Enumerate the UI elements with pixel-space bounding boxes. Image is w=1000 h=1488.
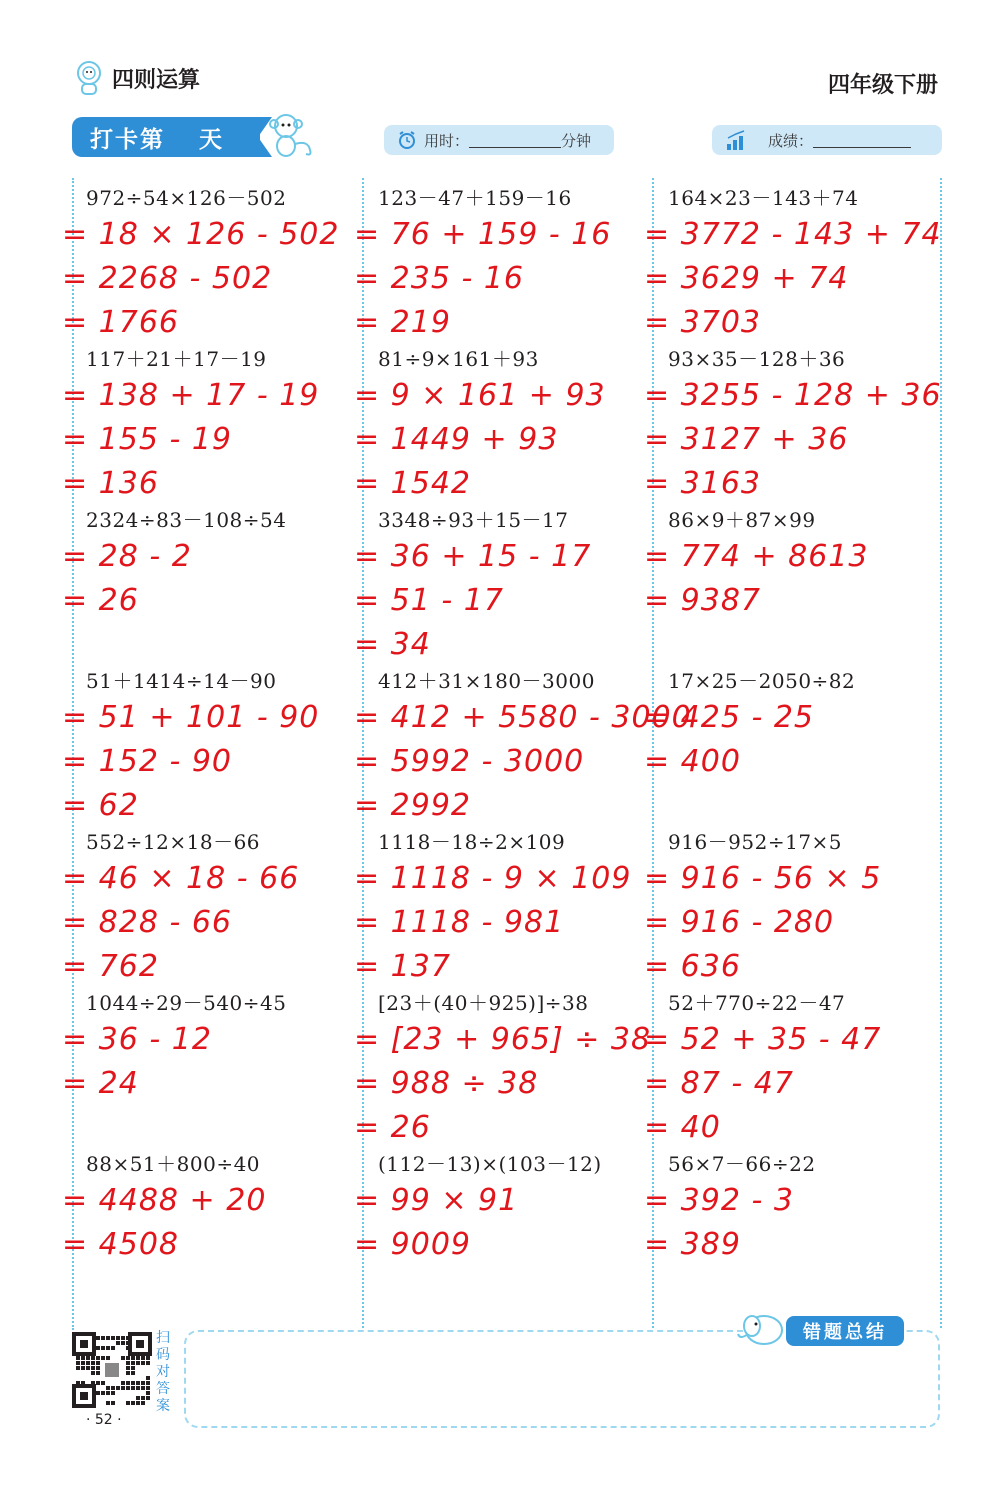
topic-title: 四则运算: [112, 67, 201, 93]
handwritten-steps: [62, 696, 348, 828]
problem-expression: 972÷54×126－502: [86, 186, 287, 210]
handwritten-step: = 762: [62, 949, 159, 984]
problem-expression: 164×23－143＋74: [668, 186, 859, 210]
column-divider: [940, 178, 942, 1328]
problem-cell: [56, 178, 348, 339]
problem-expression: 1118－18÷2×109: [378, 830, 566, 854]
handwritten-step: = 235 - 16: [354, 261, 525, 296]
handwritten-step: = 76 + 159 - 16: [354, 217, 612, 252]
handwritten-step: = 99 × 91: [354, 1183, 519, 1218]
handwritten-steps: [354, 857, 638, 989]
handwritten-step: = 392 - 3: [644, 1183, 794, 1218]
problem-cell: [638, 500, 928, 661]
problem-expression: 81÷9×161＋93: [378, 347, 539, 371]
score-label: 成绩：: [768, 131, 814, 150]
handwritten-steps: [62, 213, 348, 345]
handwritten-step: = 3629 + 74: [644, 261, 849, 296]
score-field[interactable]: [712, 125, 942, 155]
handwritten-steps: [62, 535, 348, 623]
problem-expression: 916－952÷17×5: [668, 830, 843, 854]
handwritten-step: = 219: [354, 305, 451, 340]
handwritten-step: = 52 + 35 - 47: [644, 1022, 882, 1057]
problem-cell: [638, 1144, 928, 1305]
monkey-mascot-icon: [262, 110, 316, 160]
handwritten-steps: [354, 374, 638, 506]
handwritten-steps: [644, 1179, 928, 1267]
handwritten-steps: [62, 857, 348, 989]
handwritten-step: = 136: [62, 466, 159, 501]
problem-cell: [348, 339, 638, 500]
handwritten-step: = 51 - 17: [354, 583, 504, 618]
handwritten-step: = 138 + 17 - 19: [62, 378, 320, 413]
problem-cell: [348, 1144, 638, 1305]
handwritten-steps: [644, 1018, 928, 1150]
handwritten-step: = 9009: [354, 1227, 472, 1262]
problem-expression: 3348÷93＋15－17: [378, 508, 569, 532]
problem-grid: [56, 178, 940, 1306]
problem-cell: [348, 822, 638, 983]
handwritten-step: = 3127 + 36: [644, 422, 849, 457]
handwritten-steps: [644, 374, 942, 506]
page-number: · 52 ·: [86, 1412, 122, 1428]
handwritten-steps: [354, 213, 638, 345]
handwritten-step: = 9 × 161 + 93: [354, 378, 606, 413]
problem-expression: 93×35－128＋36: [668, 347, 846, 371]
handwritten-step: = 2992: [354, 788, 472, 823]
checkin-prefix: 打卡第: [90, 126, 165, 153]
checkin-banner: [72, 117, 260, 157]
time-label: 用时：: [424, 131, 470, 150]
problem-expression: 17×25－2050÷82: [668, 669, 856, 693]
handwritten-step: = 4488 + 20: [62, 1183, 267, 1218]
handwritten-step: = 152 - 90: [62, 744, 233, 779]
handwritten-step: = 389: [644, 1227, 741, 1262]
handwritten-step: = 36 - 12: [62, 1022, 212, 1057]
handwritten-step: = 155 - 19: [62, 422, 233, 457]
handwritten-step: = 5992 - 3000: [354, 744, 585, 779]
handwritten-steps: [644, 696, 928, 784]
handwritten-step: = 400: [644, 744, 741, 779]
problem-expression: (112－13)×(103－12): [378, 1152, 602, 1176]
handwritten-step: = 4508: [62, 1227, 180, 1262]
handwritten-steps: [644, 213, 942, 345]
checkin-suffix: 天: [199, 126, 224, 153]
handwritten-steps: [62, 1179, 348, 1267]
problem-cell: [348, 983, 652, 1145]
handwritten-step: = 1118 - 981: [354, 905, 565, 940]
handwritten-step: = 425 - 25: [644, 700, 815, 735]
alarm-clock-icon: [396, 129, 418, 151]
handwritten-steps: [62, 374, 348, 506]
handwritten-steps: [354, 696, 692, 828]
problem-cell: [348, 500, 638, 661]
handwritten-step: = 3255 - 128 + 36: [644, 378, 942, 413]
problem-cell: [348, 178, 638, 339]
handwritten-step: = 62: [62, 788, 139, 823]
lion-mascot-icon: [74, 60, 104, 96]
time-field[interactable]: [384, 125, 614, 155]
handwritten-step: = 24: [62, 1066, 139, 1101]
handwritten-step: = 636: [644, 949, 741, 984]
handwritten-step: = 1118 - 9 × 109: [354, 861, 632, 896]
problem-expression: 86×9＋87×99: [668, 508, 816, 532]
handwritten-step: = 26: [62, 583, 139, 618]
handwritten-step: = 988 ÷ 38: [354, 1066, 539, 1101]
problem-cell: [638, 822, 928, 983]
handwritten-step: = 1449 + 93: [354, 422, 559, 457]
handwritten-step: = 828 - 66: [62, 905, 233, 940]
handwritten-step: = 46 × 18 - 66: [62, 861, 300, 896]
score-blank[interactable]: [813, 133, 911, 148]
handwritten-step: = 774 + 8613: [644, 539, 869, 574]
handwritten-step: = 3163: [644, 466, 762, 501]
handwritten-step: = 1766: [62, 305, 180, 340]
problem-cell: [348, 661, 692, 823]
handwritten-step: = 916 - 280: [644, 905, 835, 940]
handwritten-steps: [354, 1179, 638, 1267]
handwritten-step: = 87 - 47: [644, 1066, 794, 1101]
problem-expression: 56×7－66÷22: [668, 1152, 816, 1176]
problem-expression: 123－47＋159－16: [378, 186, 572, 210]
elephant-mascot-icon: [734, 1308, 790, 1350]
problem-cell: [56, 1144, 348, 1305]
problem-expression: 51＋1414÷14－90: [86, 669, 277, 693]
handwritten-step: = [23 + 965] ÷ 38: [354, 1022, 652, 1057]
handwritten-steps: [354, 1018, 652, 1150]
handwritten-step: = 51 + 101 - 90: [62, 700, 320, 735]
grade-label: 四年级下册: [827, 73, 938, 98]
topic-header: [74, 60, 200, 96]
bar-chart-icon: [724, 128, 750, 152]
problem-cell: [638, 178, 942, 340]
time-unit: 分钟: [561, 131, 592, 150]
problem-expression: [23＋(40＋925)]÷38: [378, 991, 589, 1015]
problem-cell: [56, 500, 348, 661]
handwritten-step: = 34: [354, 627, 431, 662]
problem-cell: [56, 822, 348, 983]
handwritten-step: = 26: [354, 1110, 431, 1145]
problem-expression: 552÷12×18－66: [86, 830, 261, 854]
problem-cell: [638, 661, 928, 822]
handwritten-step: = 2268 - 502: [62, 261, 273, 296]
mistake-summary-title: 错题总结: [786, 1316, 904, 1346]
handwritten-step: = 40: [644, 1110, 721, 1145]
problem-cell: [56, 339, 348, 500]
problem-cell: [56, 983, 348, 1144]
problem-expression: 1044÷29－540÷45: [86, 991, 287, 1015]
qr-caption: 扫码对答案: [156, 1330, 170, 1414]
qr-code-icon[interactable]: [72, 1332, 152, 1408]
handwritten-step: = 28 - 2: [62, 539, 192, 574]
problem-expression: 88×51＋800÷40: [86, 1152, 261, 1176]
handwritten-step: = 18 × 126 - 502: [62, 217, 340, 252]
problem-expression: 52＋770÷22－47: [668, 991, 846, 1015]
handwritten-steps: [62, 1018, 348, 1106]
problem-expression: 2324÷83－108÷54: [86, 508, 287, 532]
handwritten-steps: [354, 535, 638, 667]
handwritten-steps: [644, 535, 928, 623]
problem-cell: [56, 661, 348, 822]
handwritten-step: = 137: [354, 949, 451, 984]
handwritten-step: = 36 + 15 - 17: [354, 539, 592, 574]
handwritten-steps: [644, 857, 928, 989]
problem-expression: 117＋21＋17－19: [86, 347, 267, 371]
problem-expression: 412＋31×180－3000: [378, 669, 595, 693]
problem-cell: [638, 983, 928, 1144]
handwritten-step: = 9387: [644, 583, 762, 618]
problem-cell: [638, 339, 942, 501]
handwritten-step: = 3772 - 143 + 74: [644, 217, 942, 252]
handwritten-step: = 3703: [644, 305, 762, 340]
handwritten-step: = 916 - 56 × 5: [644, 861, 882, 896]
handwritten-step: = 1542: [354, 466, 472, 501]
handwritten-step: = 412 + 5580 - 3000: [354, 700, 692, 735]
time-blank[interactable]: [469, 133, 561, 148]
